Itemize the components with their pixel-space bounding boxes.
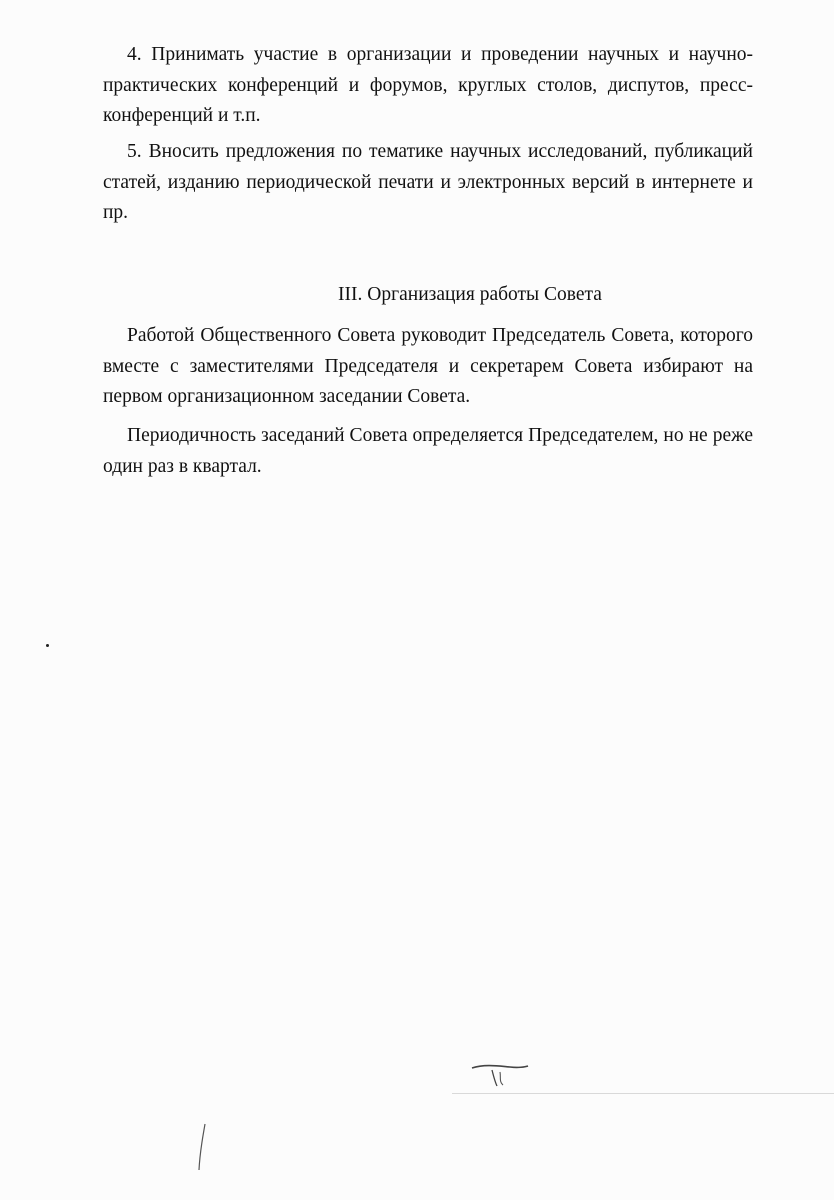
ink-speck	[46, 644, 49, 647]
paragraph-leadership-text: Работой Общественного Совета руководит Председатель Совета, которого вместе с заместителями Председателя и секретарем Совета избирают на первом организационном заседании Совета.	[103, 325, 753, 407]
footnote-rule	[452, 1093, 834, 1094]
paragraph-frequency-text: Периодичность заседаний Совета определяется Председателем, но не реже один раз в квартал.	[103, 425, 753, 477]
section-heading: III. Организация работы Совета	[338, 284, 602, 305]
paragraph-frequency	[103, 421, 753, 482]
pen-tick-mark	[196, 1122, 208, 1172]
pen-scribble-mark	[470, 1058, 530, 1088]
paragraph-leadership	[103, 321, 753, 413]
list-item-5	[103, 137, 753, 229]
list-item-5-text: 5. Вносить предложения по тематике научных исследований, публикаций статей, изданию периодической печати и электронных версий в интернете и пр.	[103, 141, 753, 223]
list-item-4	[103, 40, 753, 132]
list-item-4-text: 4. Принимать участие в организации и проведении научных и научно-практических конференций и форумов, круглых столов, диспутов, пресс-конференций и т.п.	[103, 44, 753, 126]
